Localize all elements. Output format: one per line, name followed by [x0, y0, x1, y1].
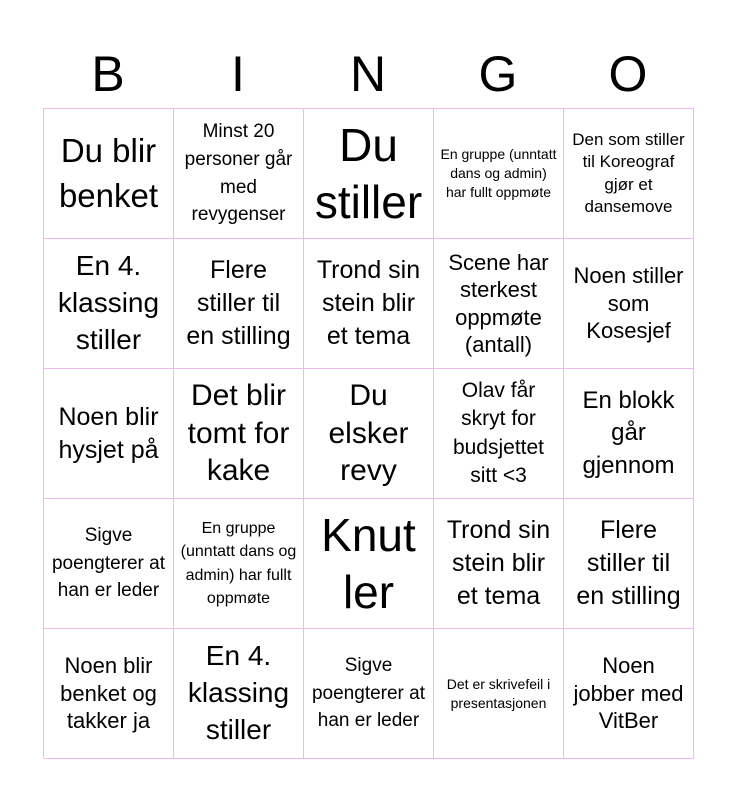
bingo-cell[interactable] [304, 109, 434, 239]
bingo-cell[interactable] [434, 629, 564, 759]
bingo-cell[interactable] [304, 499, 434, 629]
bingo-cell[interactable] [44, 369, 174, 499]
header-letter-i: I [231, 46, 245, 102]
cell-text: Minst 20 personer går med revygenser [184, 121, 293, 226]
bingo-cell[interactable] [174, 629, 304, 759]
bingo-cell[interactable] [174, 499, 304, 629]
cell-text: Det er skrivefeil i presentasjonen [446, 675, 551, 711]
cell-text: Du stiller [314, 119, 423, 228]
cell-text: Scene har sterkest oppmøte (antall) [448, 249, 549, 357]
cell-text: En gruppe (unntatt dans og admin) har fullt oppmøte [440, 146, 557, 200]
cell-text: Trond sin stein blir et tema [446, 516, 551, 610]
bingo-cell[interactable] [304, 629, 434, 759]
bingo-grid [43, 108, 694, 758]
header-letter-g: G [478, 46, 518, 102]
cell-text: Noen blir benket og takker ja [60, 653, 157, 734]
cell-text: Olav får skryt for budsjettet sitt <3 [452, 378, 545, 487]
bingo-cell[interactable] [564, 629, 694, 759]
bingo-cell[interactable] [564, 239, 694, 369]
bingo-cell[interactable] [564, 499, 694, 629]
bingo-header [43, 40, 693, 108]
cell-text: En 4. klassing stiller [57, 250, 160, 355]
cell-text: En gruppe (unntatt dans og admin) har fullt oppmøte [180, 520, 297, 607]
bingo-cell[interactable] [44, 109, 174, 239]
cell-text: Flere stiller til en stilling [186, 256, 291, 350]
cell-text: Flere stiller til en stilling [576, 516, 681, 610]
bingo-cell[interactable] [304, 369, 434, 499]
bingo-cell[interactable] [564, 109, 694, 239]
cell-text: Noen blir hysjet på [58, 402, 159, 464]
bingo-cell[interactable] [564, 369, 694, 499]
cell-text: Trond sin stein blir et tema [316, 256, 421, 350]
header-letter-o: O [608, 46, 648, 102]
header-letter-b: B [91, 46, 125, 102]
bingo-cell[interactable] [434, 109, 564, 239]
bingo-cell[interactable] [434, 239, 564, 369]
cell-text: Noen jobber med VitBer [573, 653, 684, 734]
bingo-cell[interactable] [44, 499, 174, 629]
cell-text: Sigve poengterer at han er leder [311, 655, 426, 732]
bingo-cell[interactable] [304, 239, 434, 369]
cell-text: En blokk går gjennom [582, 386, 675, 479]
bingo-cell[interactable] [434, 499, 564, 629]
cell-text: Noen stiller som Kosesjef [573, 263, 684, 344]
cell-text: Sigve poengterer at han er leder [51, 525, 166, 602]
cell-text: Knut ler [321, 509, 416, 618]
cell-text: Du elsker revy [328, 379, 409, 488]
header-letter-n: N [349, 46, 387, 102]
bingo-cell[interactable] [44, 239, 174, 369]
bingo-cell[interactable] [174, 239, 304, 369]
bingo-cell[interactable] [434, 369, 564, 499]
cell-text: Det blir tomt for kake [187, 379, 290, 488]
bingo-cell[interactable] [174, 109, 304, 239]
cell-text: En 4. klassing stiller [187, 640, 290, 745]
cell-text: Den som stiller til Koreograf gjør et dansemove [572, 129, 685, 216]
bingo-cell[interactable] [44, 629, 174, 759]
cell-text: Du blir benket [58, 131, 159, 214]
bingo-cell[interactable] [174, 369, 304, 499]
